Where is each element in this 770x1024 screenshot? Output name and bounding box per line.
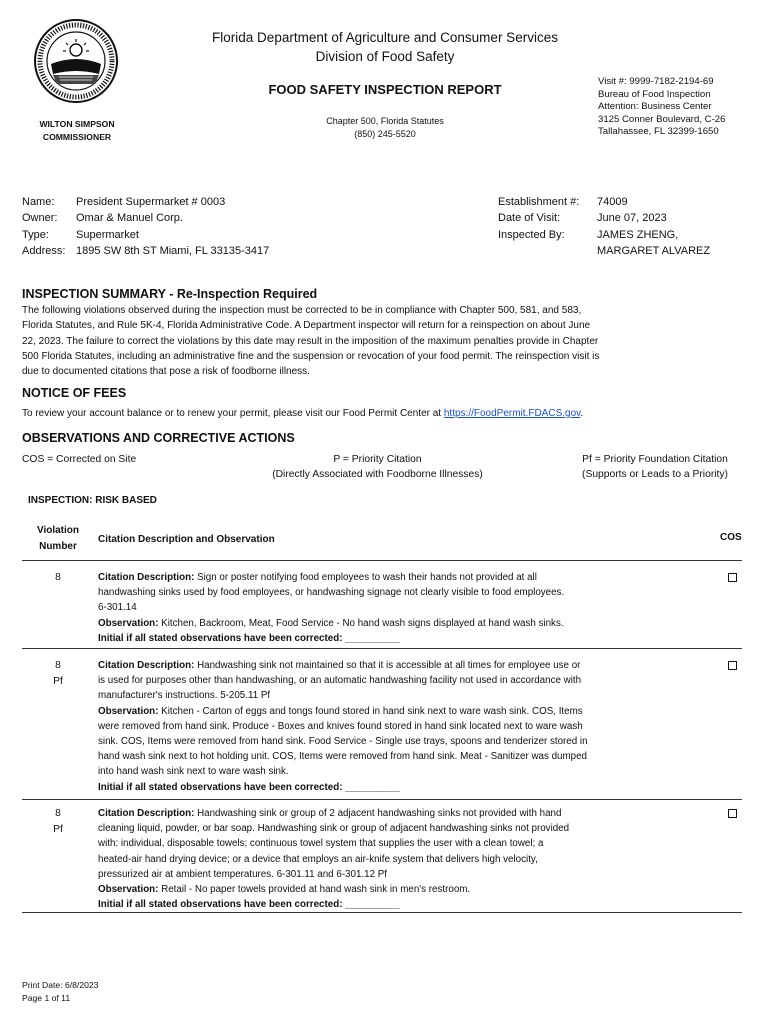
owner-value: Omar & Manuel Corp. xyxy=(76,212,183,225)
violation-number xyxy=(28,570,88,586)
violation-number-value: 8 xyxy=(55,660,61,671)
bureau-line: 3125 Conner Boulevard, C-26 xyxy=(598,113,726,125)
phone-number: (850) 245-5520 xyxy=(354,129,416,139)
cos-checkbox[interactable] xyxy=(728,573,737,582)
visit-labels xyxy=(498,194,579,243)
citation-text: Handwashing sink or group of 2 adjacent handwashing sinks not provided with hand xyxy=(194,808,562,819)
header-text: Number xyxy=(39,541,77,552)
citation-label: Citation Description: xyxy=(98,572,195,583)
visit-number: Visit #: 9999-7182-2194-69 xyxy=(598,76,714,87)
page-footer xyxy=(22,979,98,1004)
print-date: Print Date: 6/8/2023 xyxy=(22,980,99,990)
owner-label: Owner: xyxy=(22,212,58,225)
statute-info xyxy=(140,115,630,141)
inspector-name: MARGARET ALVAREZ xyxy=(597,244,711,257)
citation-text: 6-301.14 xyxy=(98,602,137,614)
citation-text: handwashing sinks used by food employees, or handwashing signage not clearly visible to food employees. xyxy=(98,587,565,599)
observation-text: hand wash sink next to hot holding unit. COS, Items were removed from hand sink. Meat - Sanitizer was dumped xyxy=(98,751,587,763)
priority-legend-title: P = Priority Citation xyxy=(333,454,422,465)
establishment-number-label: Establishment #: xyxy=(498,196,580,208)
fees-period: . xyxy=(580,408,584,419)
table-divider xyxy=(22,560,742,561)
florida-agriculture-seal xyxy=(33,18,119,104)
violation-number-value: 8 xyxy=(55,572,61,583)
observation-text: Retail - No paper towels provided at hand wash sink in men's restroom. xyxy=(158,884,471,896)
citation-text: pressurized air at ambient temperatures. 6-301.11 and 6-301.12 Pf xyxy=(98,868,387,880)
violation-number xyxy=(28,806,88,837)
visit-values xyxy=(597,194,710,259)
division-name: Division of Food Safety xyxy=(315,49,455,64)
table-divider xyxy=(22,799,742,800)
establishment-number: 74009 xyxy=(597,196,628,208)
violation-number xyxy=(28,658,88,689)
citation-text: cleaning liquid, powder, or bar soap. Handwashing sink or group of adjacent handwashing sinks not provided xyxy=(98,823,570,835)
food-permit-link[interactable]: https://FoodPermit.FDACS.gov xyxy=(443,408,581,419)
priority-foundation-legend xyxy=(560,452,750,482)
violation-type: Pf xyxy=(53,823,63,835)
commissioner-title: COMMISSIONER xyxy=(42,132,112,142)
inspector-name: JAMES ZHENG, xyxy=(597,228,679,241)
inspected-by-label: Inspected By: xyxy=(498,228,565,241)
violation-type: Pf xyxy=(53,675,63,687)
agency-name: Florida Department of Agriculture and Consumer Services xyxy=(212,30,558,45)
violation-number-value: 8 xyxy=(55,808,61,819)
type-value: Supermarket xyxy=(76,228,139,241)
citation-text: Handwashing sink not maintained so that it is accessible at all times for employee use or xyxy=(194,660,581,671)
initial-line: Initial if all stated observations have been corrected: __________ xyxy=(98,632,400,644)
priority-legend-desc: (Directly Associated with Foodborne Illnesses) xyxy=(272,469,483,480)
observation-text: sink. COS, Items were removed from hand sink. Food Service - Single use trays, spoons and tenderizer stored in xyxy=(98,736,588,748)
observation-text: into hand wash sink next to ware wash sink. xyxy=(98,766,289,778)
observation-text: Kitchen - Carton of eggs and tongs found stored in hand sink next to ware wash sink. COS, Items xyxy=(158,705,583,717)
observation-text: were removed from hand sink. Produce - Boxes and knives found stored in hand sink located next to ware wash xyxy=(98,720,583,732)
citation-text: with: individual, disposable towels; continuous towel system that supplies the user with a clean towel; a xyxy=(98,838,544,850)
page-number: Page 1 of 11 xyxy=(22,992,71,1003)
citation-text: is used for purposes other than handwashing, or an automatic handwashing facility not used in accordance with xyxy=(98,675,582,687)
citation-label: Citation Description: xyxy=(98,660,195,671)
establishment-name: President Supermarket # 0003 xyxy=(76,196,226,208)
date-label: Date of Visit: xyxy=(498,212,561,225)
bureau-address xyxy=(598,76,725,139)
fees-text xyxy=(22,406,752,421)
commissioner-block xyxy=(20,118,134,144)
cos-checkbox[interactable] xyxy=(728,809,737,818)
commissioner-name: WILTON SIMPSON xyxy=(39,119,115,129)
violation-row xyxy=(98,570,668,646)
priority-legend xyxy=(240,452,515,482)
summary-line: due to documented citations that pose a risk of foodborne illness. xyxy=(22,366,310,378)
citation-text: manufacturer's instructions. 5-205.11 Pf xyxy=(98,690,271,702)
agency-header xyxy=(140,28,630,66)
date-of-visit: June 07, 2023 xyxy=(597,212,667,225)
observation-label: Observation: xyxy=(98,705,159,717)
report-title: FOOD SAFETY INSPECTION REPORT xyxy=(268,82,502,97)
table-divider xyxy=(22,912,742,913)
address-value: 1895 SW 8th ST Miami, FL 33135-3417 xyxy=(76,244,270,257)
citation-label: Citation Description: xyxy=(98,808,195,819)
summary-heading: INSPECTION SUMMARY - Re-Inspection Required xyxy=(22,287,318,301)
initial-line: Initial if all stated observations have been corrected: __________ xyxy=(98,781,400,793)
cos-legend: COS = Corrected on Site xyxy=(22,454,137,465)
violation-number-header xyxy=(28,523,88,555)
pf-legend-desc: (Supports or Leads to a Priority) xyxy=(582,469,728,480)
summary-line: 22, 2023. The failure to correct the violations by this date may result in the imposition of the maximum penalties provide in Chapter xyxy=(22,335,599,347)
cos-checkbox[interactable] xyxy=(728,661,737,670)
citation-header: Citation Description and Observation xyxy=(98,534,275,545)
fees-description: To review your account balance or to renew your permit, please visit our Food Permit Center at xyxy=(22,408,442,419)
summary-text xyxy=(22,303,752,379)
establishment-values xyxy=(76,194,269,259)
cos-header: COS xyxy=(720,532,742,543)
type-label: Type: xyxy=(22,228,49,241)
bureau-line: Tallahassee, FL 32399-1650 xyxy=(598,126,719,137)
bureau-line: Bureau of Food Inspection xyxy=(598,88,711,100)
citation-text: Sign or poster notifying food employees to wash their hands not provided at all xyxy=(194,572,537,583)
violation-row xyxy=(98,806,668,912)
observation-label: Observation: xyxy=(98,617,159,629)
summary-line: The following violations observed during the inspection must be corrected to be in compliance with Chapter 500, 581, and 583, xyxy=(22,305,582,316)
header-text: Violation xyxy=(36,525,80,536)
inspection-type: INSPECTION: RISK BASED xyxy=(28,495,157,506)
establishment-labels xyxy=(22,194,65,259)
bureau-line: Attention: Business Center xyxy=(598,101,712,112)
citation-text: heated-air hand drying device; or a device that employs an air-knife system that delivers high velocity, xyxy=(98,853,538,865)
summary-line: Florida Statutes, and Rule 5K-4, Florida Administrative Code. A Department inspector will return for a reinspection on about June xyxy=(22,320,591,332)
chapter-text: Chapter 500, Florida Statutes xyxy=(326,116,444,126)
table-divider xyxy=(22,648,742,649)
initial-line: Initial if all stated observations have been corrected: __________ xyxy=(98,899,400,911)
summary-line: 500 Florida Statutes, including an administrative fine and the suspension or revocation of your food permit. The reinspection visit is xyxy=(22,350,600,362)
pf-legend-title: Pf = Priority Foundation Citation xyxy=(582,454,728,465)
observation-text: Kitchen, Backroom, Meat, Food Service - No hand wash signs displayed at hand wash sinks. xyxy=(158,617,564,629)
observations-heading: OBSERVATIONS AND CORRECTIVE ACTIONS xyxy=(22,431,295,445)
observation-label: Observation: xyxy=(98,884,159,896)
address-label: Address: xyxy=(22,244,66,257)
violation-row xyxy=(98,658,668,795)
fees-heading: NOTICE OF FEES xyxy=(22,386,127,400)
name-label: Name: xyxy=(22,196,55,208)
